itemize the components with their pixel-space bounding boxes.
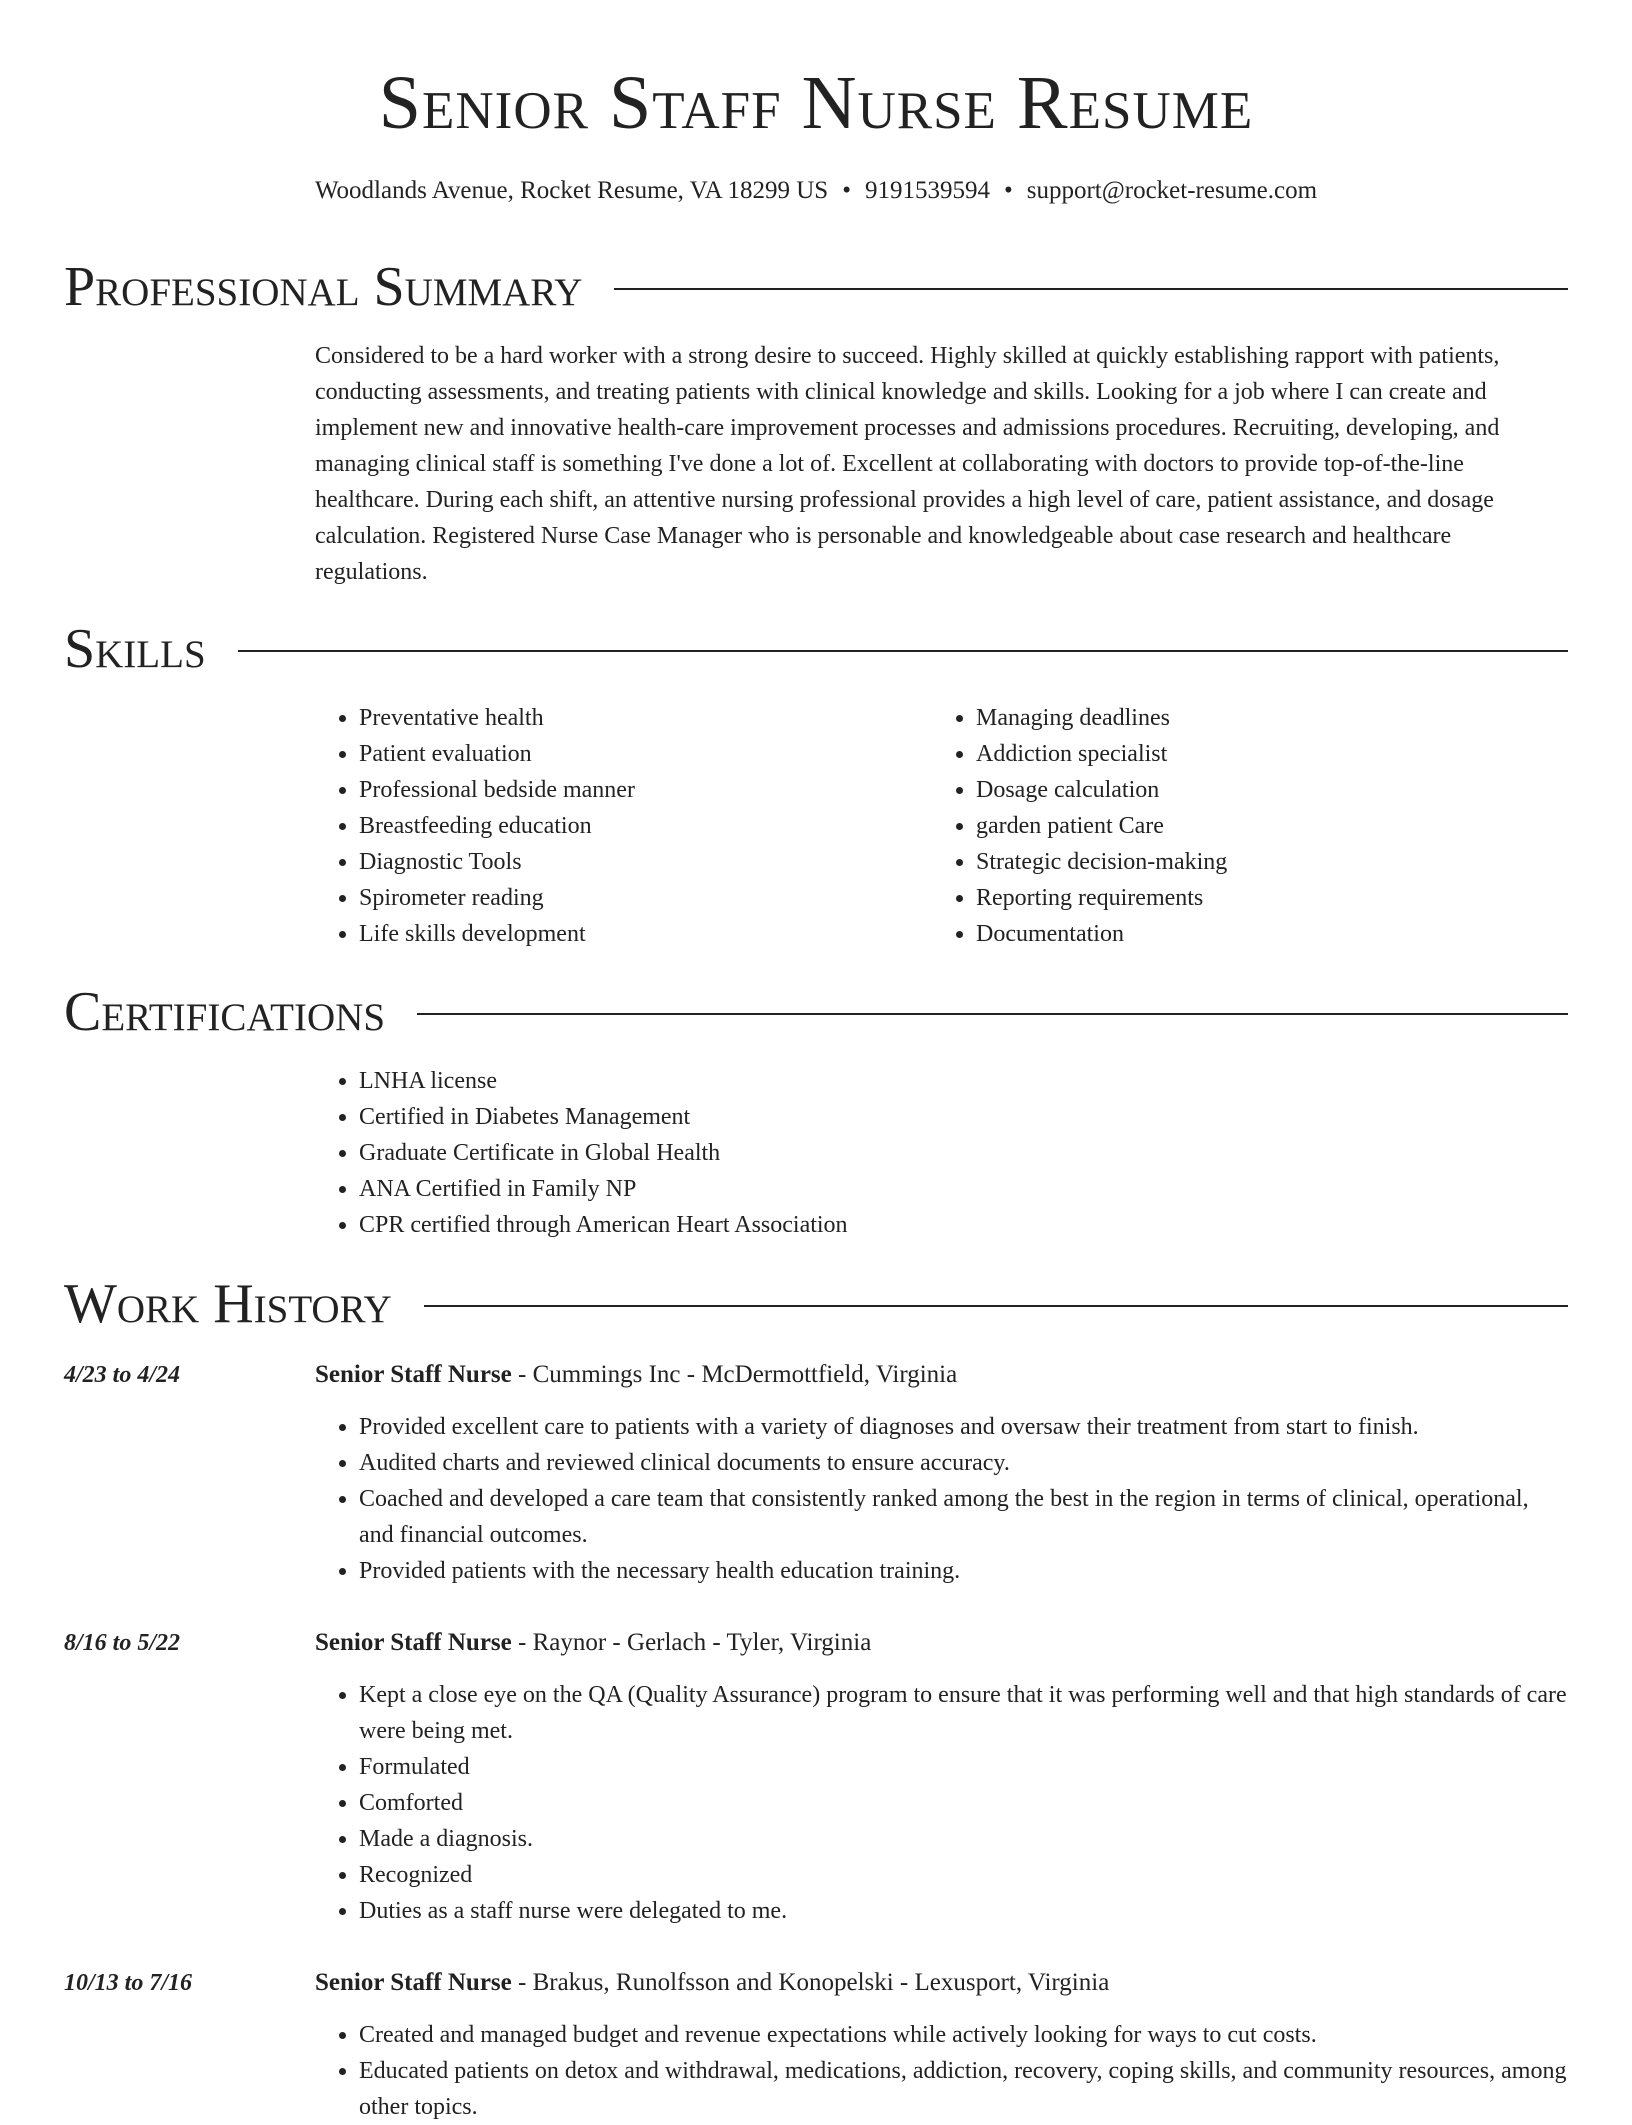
- duty-item: • Audited charts and reviewed clinical documents to ensure accuracy.: [359, 1445, 1568, 1481]
- skill-item: • Reporting requirements: [976, 880, 1532, 916]
- job-role: Senior Staff Nurse: [315, 1361, 512, 1388]
- duty-item: • Provided patients with the necessary health education training.: [359, 1553, 1568, 1589]
- contact-line: [0, 174, 1632, 208]
- duty-item: • Coached and developed a care team that consistently ranked among the best in the region in terms of clinical, operational, and financial outcomes.: [359, 1481, 1568, 1553]
- job-dates: 4/23 to 4/24: [64, 1362, 181, 1388]
- section-title-work-history: Work History: [64, 1273, 392, 1335]
- duties-list: [315, 2017, 1568, 2125]
- job-header: [315, 1625, 1568, 1661]
- skill-item: • Diagnostic Tools: [359, 844, 915, 880]
- duty-item: • Recognized: [359, 1857, 1568, 1893]
- contact-email[interactable]: support@rocket-resume.com: [1026, 177, 1318, 204]
- section-title-skills: Skills: [64, 618, 206, 680]
- job-role: Senior Staff Nurse: [315, 1629, 512, 1656]
- contact-separator: •: [842, 177, 851, 204]
- skill-item: • Strategic decision-making: [976, 844, 1532, 880]
- job-duties: [315, 2017, 1568, 2125]
- job-header: [315, 1357, 1568, 1393]
- duty-item: • Created and managed budget and revenue expectations while actively looking for ways to cut costs.: [359, 2017, 1568, 2053]
- job-header: [315, 1965, 1568, 2001]
- skills-right-column: [932, 700, 1532, 952]
- section-title-certifications: Certifications: [64, 981, 386, 1043]
- skill-item: • Addiction specialist: [976, 736, 1532, 772]
- skill-item: • Patient evaluation: [359, 736, 915, 772]
- contact-address: Woodlands Avenue, Rocket Resume, VA 18299 US: [314, 177, 829, 204]
- job-dates: 10/13 to 7/16: [64, 1970, 193, 1996]
- job-employer: - Raynor - Gerlach - Tyler, Virginia: [511, 1629, 872, 1656]
- duty-item: • Educated patients on detox and withdrawal, medications, addiction, recovery, coping skills, and community resources, among other topics.: [359, 2053, 1568, 2125]
- skill-item: • Managing deadlines: [976, 700, 1532, 736]
- duty-item: • Made a diagnosis.: [359, 1821, 1568, 1857]
- job-duties: [315, 1677, 1568, 1929]
- work-history-section-heading: [64, 1269, 1568, 1339]
- contact-phone: 9191539594: [864, 177, 990, 204]
- duty-item: • Formulated: [359, 1749, 1568, 1785]
- skill-item: • garden patient Care: [976, 808, 1532, 844]
- duty-item: • Comforted: [359, 1785, 1568, 1821]
- duty-item: • Kept a close eye on the QA (Quality Assurance) program to ensure that it was performing well and that high standards of care were being met.: [359, 1677, 1568, 1749]
- certifications-section-heading: [64, 977, 1568, 1047]
- section-divider: [614, 288, 1568, 290]
- skills-list-right: [932, 700, 1532, 952]
- certification-item: • CPR certified through American Heart Association: [359, 1207, 1215, 1243]
- resume-title: Senior Staff Nurse Resume: [378, 61, 1254, 145]
- contact-separator: •: [1003, 177, 1013, 204]
- job-duties: [315, 1409, 1568, 1589]
- skills-left-column: [315, 700, 915, 952]
- section-title-summary: Professional Summary: [64, 256, 583, 318]
- skills-section-heading: [64, 614, 1568, 684]
- skill-item: • Spirometer reading: [359, 880, 915, 916]
- section-divider: [417, 1013, 1568, 1015]
- job-role: Senior Staff Nurse: [315, 1969, 512, 1996]
- duties-list: [315, 1677, 1568, 1929]
- skill-item: • Breastfeeding education: [359, 808, 915, 844]
- skill-item: • Life skills development: [359, 916, 915, 952]
- section-divider: [424, 1305, 1568, 1307]
- skill-item: • Dosage calculation: [976, 772, 1532, 808]
- skill-item: • Preventative health: [359, 700, 915, 736]
- summary-section-heading: [64, 252, 1568, 322]
- skill-item: • Professional bedside manner: [359, 772, 915, 808]
- certification-item: • ANA Certified in Family NP: [359, 1171, 1215, 1207]
- skill-item: • Documentation: [976, 916, 1532, 952]
- duty-item: • Provided excellent care to patients with a variety of diagnoses and oversaw their treatment from start to finish.: [359, 1409, 1568, 1445]
- certifications-list: [315, 1063, 1215, 1243]
- job-employer: - Cummings Inc - McDermottfield, Virginia: [511, 1361, 958, 1388]
- certifications-block: [315, 1063, 1215, 1243]
- duty-item: • Duties as a staff nurse were delegated to me.: [359, 1893, 1568, 1929]
- summary-text: Considered to be a hard worker with a strong desire to succeed. Highly skilled at quickly establishing rapport with patients, conducting assessments, and treating patients with clinical knowledge and skills. Looking for a job where I can create and implement new and innovative health-care improvement processes and admissions procedures. Recruiting, developing, and managing clinical staff is something I've done a lot of. Excellent at collaborating with doctors to provide top-of-the-line healthcare. During each shift, an attentive nursing professional provides a high level of care, patient assistance, and dosage calculation. Registered Nurse Case Manager who is personable and knowledgeable about case research and healthcare regulations.: [315, 343, 1500, 585]
- job-dates: 8/16 to 5/22: [64, 1630, 181, 1656]
- duties-list: [315, 1409, 1568, 1589]
- section-divider: [238, 650, 1568, 652]
- skills-list-left: [315, 700, 915, 952]
- job-employer: - Brakus, Runolfsson and Konopelski - Lexusport, Virginia: [511, 1969, 1110, 1996]
- certification-item: • Graduate Certificate in Global Health: [359, 1135, 1215, 1171]
- certification-item: • LNHA license: [359, 1063, 1215, 1099]
- certification-item: • Certified in Diabetes Management: [359, 1099, 1215, 1135]
